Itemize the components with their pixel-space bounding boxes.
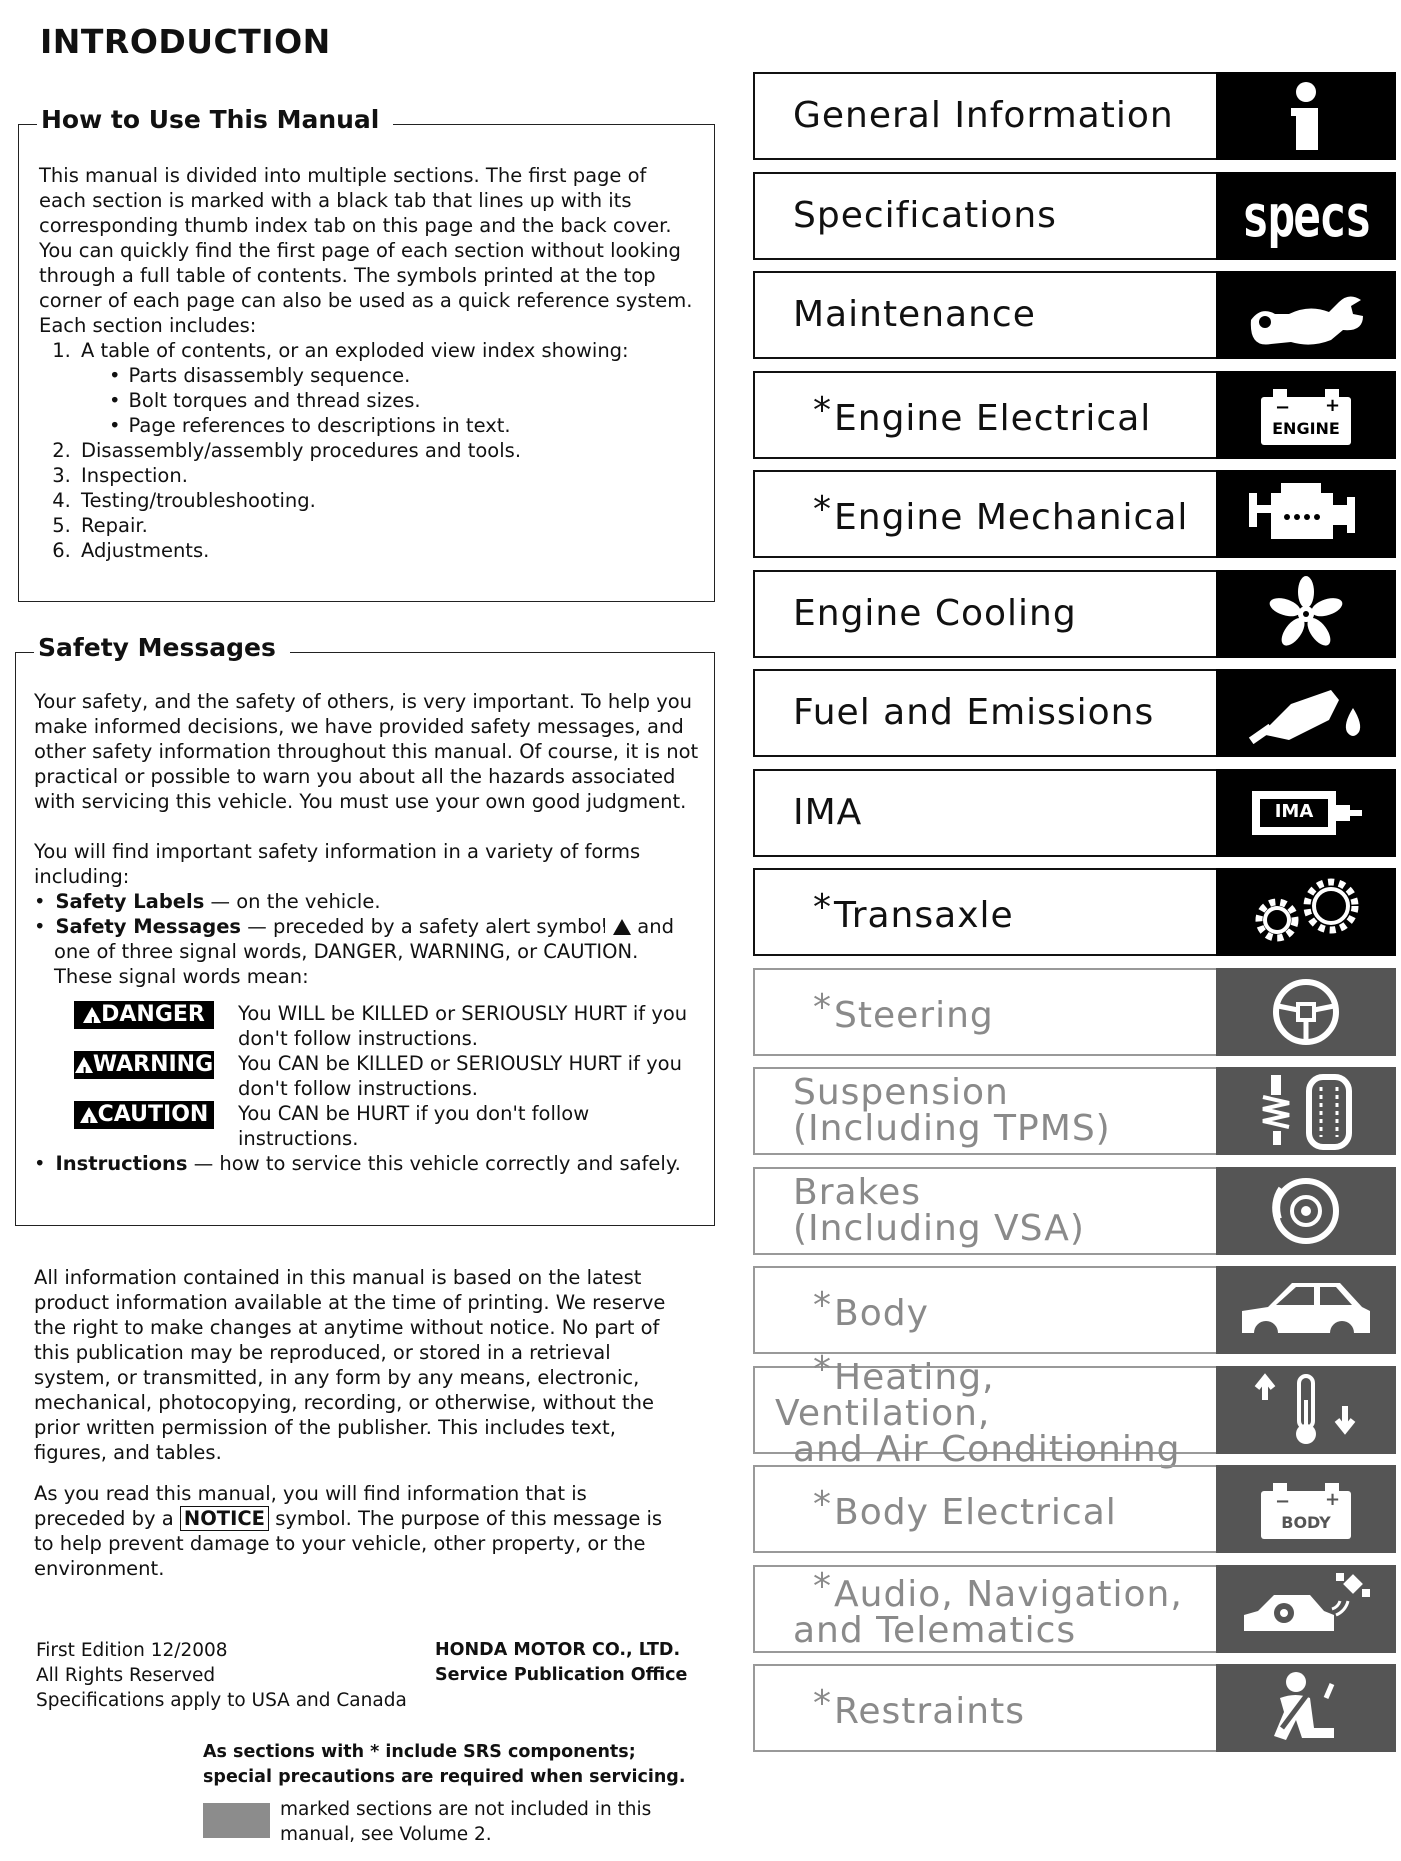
specs-text: specs: [1241, 182, 1371, 250]
section-label-box: [753, 769, 1218, 857]
section-label-line1: Body: [834, 1293, 929, 1334]
section-label-line1: Specifications: [793, 195, 1057, 236]
section-label: [755, 1566, 1183, 1651]
page-title: INTRODUCTION: [40, 22, 331, 61]
section-label-line1: Fuel and Emissions: [793, 692, 1155, 733]
section-label-box: [753, 669, 1218, 757]
publisher-info: HONDA MOTOR CO., LTD. Service Publication Office: [435, 1640, 688, 1685]
section-label-line1: General Information: [793, 95, 1174, 136]
section-tab-engine-mechanical[interactable]: [753, 470, 1396, 558]
srs-star: *: [813, 1683, 832, 1724]
section-label-line1: Engine Cooling: [793, 593, 1077, 634]
section-label-box: [753, 968, 1218, 1056]
step-item: 1. A table of contents, or an exploded view index showing: • Parts disassembly sequence. • Bolt torques and thread sizes. • Page references to descriptions in text.: [77, 338, 699, 438]
section-label: [755, 1072, 1111, 1149]
fan-icon: [1216, 570, 1396, 658]
step-item: 2. Disassembly/assembly procedures and tools.: [77, 438, 699, 463]
step-item: 4. Testing/troubleshooting.: [77, 488, 699, 513]
section-tab-body[interactable]: [753, 1266, 1396, 1354]
info-icon: [1216, 72, 1396, 160]
safety-forms-list: [34, 889, 700, 989]
safety-alert-icon: [613, 919, 631, 935]
fuel-nozzle-icon: [1216, 669, 1396, 757]
sub-item: • Bolt torques and thread sizes.: [105, 388, 699, 413]
engine-icon: [1216, 470, 1396, 558]
battery-icon: [1216, 371, 1396, 459]
section-tab-body-electrical[interactable]: [753, 1465, 1396, 1553]
srs-star: *: [813, 1484, 832, 1525]
section-label-line1: Engine Mechanical: [834, 497, 1189, 538]
sub-list: [81, 363, 699, 438]
signal-text: You CAN be HURT if you don't follow instructions.: [238, 1102, 590, 1150]
wrench-hand-icon: [1216, 271, 1396, 359]
grey-swatch: [203, 1803, 270, 1838]
notice-paragraph: As you read this manual, you will find information that is preceded by a NOTICE symbol. The purpose of this message is to help prevent damage to your vehicle, other property, or the environment.: [34, 1482, 663, 1580]
step-item: 3. Inspection.: [77, 463, 699, 488]
section-tab-maintenance[interactable]: [753, 271, 1396, 359]
section-label-line2: (Including TPMS): [793, 1108, 1111, 1149]
section-label: [755, 195, 1057, 236]
shock-tire-icon: [1216, 1067, 1396, 1155]
section-label: [755, 1683, 1025, 1732]
srs-note: As sections with * include SRS components; special precautions are required when servicing.: [203, 1742, 686, 1787]
notice-symbol: NOTICE: [180, 1506, 269, 1531]
section-tab-audio-navigation[interactable]: [753, 1565, 1396, 1653]
section-label-line2: (Including VSA): [793, 1208, 1085, 1249]
ima-motor-icon: [1216, 769, 1396, 857]
section-tab-engine-electrical[interactable]: [753, 371, 1396, 459]
section-tab-suspension[interactable]: [753, 1067, 1396, 1155]
each-section-label: Each section includes:: [39, 314, 257, 337]
battery-icon: [1216, 1465, 1396, 1553]
section-label: [755, 987, 994, 1036]
satellite-car-icon: [1216, 1565, 1396, 1653]
section-label: [755, 792, 863, 833]
ima-label: IMA: [1274, 801, 1314, 822]
signal-caution: [74, 1101, 700, 1151]
section-label-box: [753, 1266, 1218, 1354]
srs-star: *: [813, 887, 832, 928]
section-label-line1: Body Electrical: [834, 1492, 1117, 1533]
section-label: [755, 95, 1174, 136]
safety-messages-item: • Safety Messages — preceded by a safety alert symbol ! and one of three signal words, DANGER, WARNING, or CAUTION. These signal words mean:: [34, 914, 700, 989]
alert-icon: [75, 1057, 93, 1073]
srs-star: *: [813, 1566, 832, 1607]
signal-text: You CAN be KILLED or SERIOUSLY HURT if you don't follow instructions.: [238, 1052, 682, 1100]
step-item: 5. Repair.: [77, 513, 699, 538]
brake-disc-icon: [1216, 1167, 1396, 1255]
safety-heading: Safety Messages: [34, 633, 290, 662]
section-label: [755, 692, 1155, 733]
section-tab-restraints[interactable]: [753, 1664, 1396, 1752]
srs-star: *: [813, 390, 832, 431]
section-label-box: [753, 1565, 1218, 1653]
srs-star: *: [813, 1285, 832, 1326]
battery-label: BODY: [1281, 1513, 1331, 1532]
section-label-line2: and Telematics: [793, 1610, 1077, 1651]
section-label-line1: Audio, Navigation,: [834, 1574, 1183, 1615]
section-label-box: [753, 570, 1218, 658]
battery-icon: − + ENGINE: [1261, 385, 1351, 445]
safety-labels-item: • Safety Labels — on the vehicle.: [34, 889, 700, 914]
section-label: [755, 1285, 929, 1334]
section-tab-general-information[interactable]: [753, 72, 1396, 160]
section-label-box: [753, 470, 1218, 558]
section-label: [755, 1484, 1117, 1533]
step-item: 6. Adjustments.: [77, 538, 699, 563]
srs-star: *: [813, 1349, 832, 1390]
section-label: [755, 294, 1036, 335]
signal-word: WARNING: [92, 1052, 214, 1077]
steps-list: [39, 338, 699, 563]
sub-item: • Page references to descriptions in text.: [105, 413, 699, 438]
signal-word: DANGER: [101, 1002, 205, 1027]
alert-icon: [83, 1007, 101, 1023]
srs-star: *: [813, 489, 832, 530]
edition-info: First Edition 12/2008 All Rights Reserved Specifications apply to USA and Canada: [36, 1640, 407, 1711]
section-label-line1: Restraints: [834, 1691, 1025, 1732]
section-label: [755, 593, 1077, 634]
section-tab-transaxle[interactable]: [753, 868, 1396, 956]
how-to-use-box: [18, 105, 715, 602]
section-label: [755, 887, 1014, 936]
section-tab-brakes[interactable]: [753, 1167, 1396, 1255]
section-label: [755, 1172, 1085, 1249]
section-label-line1: Steering: [834, 995, 994, 1036]
section-tab-ima[interactable]: [753, 769, 1396, 857]
section-label-line1: Suspension: [793, 1072, 1009, 1113]
section-tab-heating-ventilation[interactable]: [753, 1349, 1396, 1470]
signal-warning: [74, 1051, 700, 1101]
car-body-icon: [1216, 1266, 1396, 1354]
section-label-box: [753, 271, 1218, 359]
volume-note: marked sections are not included in this manual, see Volume 2.: [280, 1799, 652, 1845]
section-label-box: [753, 371, 1218, 459]
sub-item: • Parts disassembly sequence.: [105, 363, 699, 388]
section-tab-fuel-and-emissions[interactable]: [753, 669, 1396, 757]
safety-box: [15, 633, 715, 1226]
srs-star: *: [813, 987, 832, 1028]
section-label-line1: Engine Electrical: [834, 398, 1152, 439]
signal-word: CAUTION: [97, 1102, 209, 1127]
safety-para-2: You will find important safety information in a variety of forms including:: [34, 840, 641, 888]
signal-text: You WILL be KILLED or SERIOUSLY HURT if you don't follow instructions.: [238, 1002, 688, 1050]
thermometer-icon: [1216, 1366, 1396, 1454]
section-label-box: [753, 1465, 1218, 1553]
how-to-use-heading: How to Use This Manual: [37, 105, 393, 134]
battery-label: ENGINE: [1272, 419, 1340, 438]
section-label-box: [753, 72, 1218, 160]
section-label-line1: Heating, Ventilation,: [775, 1357, 995, 1434]
specs-icon: [1216, 172, 1396, 260]
how-to-use-intro: This manual is divided into multiple sections. The first page of each section is marked with a black tab that lines up with its corresponding thumb index tab on this page and the back cover. You can quickly find the first page of each section without looking through a full table of contents. The symbols printed at the top corner of each page can also be used as a quick reference system.: [39, 164, 693, 312]
safety-para-1: Your safety, and the safety of others, is very important. To help you make informed decisions, we have provided safety messages, and other safety information throughout this manual. Of course, it is not practical or possible to warn you about all the hazards associated with servicing this vehicle. You must use your own good judgment.: [34, 690, 699, 813]
section-label: [755, 489, 1189, 538]
seatbelt-icon: [1216, 1664, 1396, 1752]
signal-danger: [74, 1001, 700, 1051]
section-label-line2: and Air Conditioning: [793, 1429, 1181, 1470]
section-label-box: [753, 1167, 1218, 1255]
battery-icon: − + BODY: [1261, 1479, 1351, 1539]
section-label-box: [753, 1067, 1218, 1155]
instructions-item: • Instructions — how to service this vehicle correctly and safely.: [34, 1151, 700, 1176]
alert-icon: [80, 1107, 98, 1123]
section-tab-engine-cooling[interactable]: [753, 570, 1396, 658]
section-tab-specifications[interactable]: [753, 172, 1396, 260]
section-label-line1: IMA: [793, 792, 863, 833]
steering-wheel-icon: [1216, 968, 1396, 1056]
section-label-line1: Maintenance: [793, 294, 1036, 335]
section-tab-steering[interactable]: [753, 968, 1396, 1056]
section-label: [755, 1349, 1218, 1470]
section-label-box: [753, 172, 1218, 260]
section-label-line1: Brakes: [793, 1172, 922, 1213]
section-label: [755, 390, 1152, 439]
gears-icon: [1216, 868, 1396, 956]
section-label-box: [753, 1349, 1218, 1470]
legal-paragraph: All information contained in this manual is based on the latest product information available at the time of printing. We reserve the right to make changes at anytime without notice. No part of this publication may be reproduced, or stored in a retrieval system, or transmitted, in any form by any means, electronic, mechanical, photocopying, recording, or otherwise, without the prior written permission of the publisher. This includes text, figures, and tables.: [34, 1266, 666, 1464]
section-label-box: [753, 868, 1218, 956]
section-label-line1: Transaxle: [834, 895, 1014, 936]
section-label-box: [753, 1664, 1218, 1752]
instructions-list: [34, 1151, 700, 1176]
